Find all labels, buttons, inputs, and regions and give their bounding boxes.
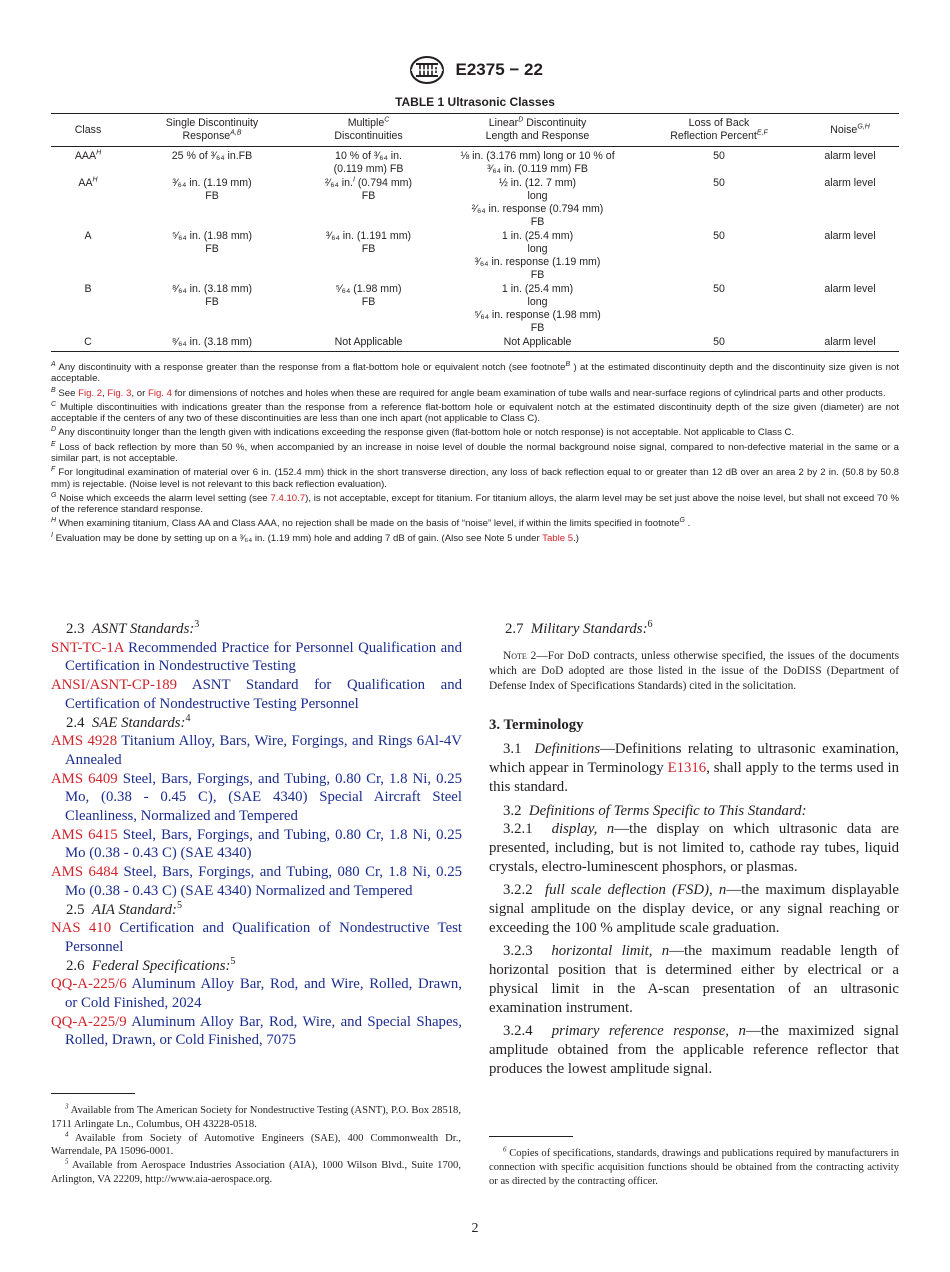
note-2: Note 2—For DoD contracts, unless otherwise specified, the issues of the documents which are DoD adopted are those listed in the issue of the DoDISS (Department of Defense Index of Specifications Standards) cited in the solicitation. [489, 649, 900, 692]
header-loss-of-back-reflection: Loss of Back Reflection Percent$^{E,F}$ [637, 114, 801, 147]
reference-entry[interactable]: AMS 6409 Steel, Bars, Forgings, and Tubing, 0.80 Cr, 1.8 Ni, 0.25 Mo, (0.38 - 0.45 C), (SAE 4340) Special Aircraft Steel Cleanliness, Normalized and Tempered [51, 770, 462, 825]
table-caption: TABLE 1 Ultrasonic Classes [395, 95, 555, 109]
paragraph-3-1: 3.1 Definitions—Definitions relating to ultrasonic examination, which appear in Terminology E1316, shall apply to the terms used in this standard. [489, 741, 899, 795]
table-row [51, 147, 899, 177]
cell-single: 25 % of ³⁄₆₄ in.FB [171, 150, 253, 162]
footnote-3: $^3$ Available from The American Society for Nondestructive Testing (ASNT), P.O. Box 28518, 1711 Arlingate Ln., Columbus, OH 43228-0518. [51, 1102, 461, 1130]
table-row [51, 282, 899, 335]
cell-class: $AA^H$ [78, 176, 98, 189]
table-header-row [51, 114, 899, 147]
reference-entry[interactable]: ANSI/ASNT-CP-189 ASNT Standard for Qualification and Certification of Nondestructive Testing Personnel [51, 677, 463, 712]
cell-multiple: ³⁄₆₄ in. (1.191 mm) FB [325, 230, 412, 255]
paragraph-3-2-4: 3.2.4 primary reference response, n—the maximized signal amplitude obtained from the applicable reference reflector that produces the lowest amplitude signal. [489, 1023, 900, 1077]
table-note-d: $^D$ Any discontinuity longer than the length given with indications exceeding the response given (flat-bottom hole or notch response) is not acceptable. Not applicable to Class C. [51, 426, 795, 439]
table-footnotes [51, 362, 899, 547]
cell-loss: 50 [637, 335, 801, 352]
table-note-g: $^G$ Noise which exceeds the alarm level setting (see 7.4.10.7), is not acceptable, except for titanium. For titanium alloys, the alarm level may be set just above the noise level, but shall not exceed 70 % of the reference standard response. [51, 491, 900, 516]
fig-3-link[interactable]: Fig. 3 [107, 387, 132, 399]
cell-noise: alarm level [824, 150, 876, 162]
table-row [51, 176, 899, 229]
footnote-divider-right [489, 1136, 573, 1137]
cell-noise: alarm level [824, 230, 876, 242]
cell-noise: alarm level [824, 177, 876, 189]
footnotes-left [51, 1104, 461, 1187]
header-class: Class [51, 114, 125, 147]
footnote-4: $^4$ Available from Society of Automotive Engineers (SAE), 400 Commonwealth Dr., Warrendale, PA 15096-0001. [51, 1130, 461, 1158]
paragraph-3-2-1: 3.2.1 display, n—the display on which ultrasonic data are presented, including, but is not limited to, cathode ray tubes, liquid crystals, electro-luminescent phosphors, or plasmas. [489, 821, 900, 875]
table-note-b: $^B$ See Fig. 2, Fig. 3, or Fig. 4 for dimensions of notches and holes when these are required for angle beam examination of tube walls and near-surface regions of cylindrical parts and other products. [51, 386, 886, 399]
cell-multiple: 10 % of ³⁄₆₄ in. (0.119 mm) FB [333, 150, 404, 175]
cell-noise: alarm level [824, 283, 876, 295]
cell-loss: 50 [713, 230, 725, 242]
cell-class: A [84, 230, 92, 242]
table-5-link[interactable]: Table 5 [542, 532, 574, 544]
cell-multiple: ⁵⁄₆₄ (1.98 mm) FB [335, 283, 402, 308]
cell-linear: ½ in. (12. 7 mm) long ²⁄₆₄ in. response (0.794 mm) FB [471, 177, 604, 228]
ultrasonic-classes-table [51, 113, 899, 352]
reference-entry[interactable]: AMS 6415 Steel, Bars, Forgings, and Tubing, 0.80 Cr, 1.8 Ni, 0.25 Mo (0.38 - 0.43 C) (SAE 4340) [51, 826, 462, 862]
table-note-f: $^F$ For longitudinal examination of material over 6 in. (152.4 mm) thick in the short transverse direction, any loss of back reflection equal to or greater than 12 dB over an area 2 by 2 in. (50.8 by 50.8 mm) is rejectable. (Noise level is not relevant to this back reflection evaluation). [51, 466, 899, 490]
section-3-heading: 3. Terminology [489, 716, 584, 733]
paragraph-3-2-3: 3.2.3 horizontal limit, n—the maximum readable length of horizontal position that is determined either by electrical or a physical limit in the A-scan presentation of an ultrasonic examination instrument. [489, 943, 899, 1016]
cell-multiple: ²⁄₆₄ in.$^I$ (0.794 mm) FB [324, 176, 413, 202]
footnotes-right [489, 1147, 899, 1188]
paragraph-3-2: 3.2 Definitions of Terms Specific to This Standard: [503, 802, 807, 819]
section-2-5: 2.5 AIA Standard:$^5$ [66, 899, 182, 918]
footnote-5: $^5$ Available from Aerospace Industries Association (AIA), 1000 Wilson Blvd., Suite 1700, Arlington, VA 22209, http://www.aia-aerospace.org. [51, 1157, 461, 1185]
footnote-6: $^6$ Copies of specifications, standards, drawings and publications required by manufacturers in connection with specific acquisition functions should be obtained from the contracting activity or as directed by the contracting officer. [489, 1145, 899, 1187]
fig-4-link[interactable]: Fig. 4 [147, 387, 172, 399]
reference-entry[interactable]: NAS 410 Certification and Qualification of Nondestructive Test Personnel [51, 920, 463, 955]
cell-multiple: Not Applicable [299, 335, 438, 352]
cell-class: B [84, 283, 92, 295]
cell-linear: ⅛ in. (3.176 mm) long or 10 % of ³⁄₆₄ in. (0.119 mm) FB [460, 150, 615, 175]
cell-single: ⁸⁄₆₄ in. (3.18 mm) [125, 335, 299, 352]
cell-linear: 1 in. (25.4 mm) long ³⁄₆₄ in. response (1.19 mm) FB [474, 230, 601, 281]
right-column [489, 620, 899, 1083]
reference-entry[interactable]: QQ-A-225/9 Aluminum Alloy Bar, Rod, Wire, and Special Shapes, Rolled, Drawn, or Cold Finished, 7075 [51, 1013, 462, 1049]
fig-2-link[interactable]: Fig. 2 [78, 387, 103, 399]
page-number: 2 [471, 1221, 479, 1236]
cell-class: $AAA^H$ [74, 149, 102, 162]
table-note-e: $^E$ Loss of back reflection by more than 50 %, when accompanied by an increase in noise level of double the normal background noise signal, compared to non-defective material in the same or a similar part, is not acceptable. [51, 440, 899, 465]
cell-linear: 1 in. (25.4 mm) long ⁵⁄₆₄ in. response (1.98 mm) FB [474, 283, 601, 334]
e1316-link[interactable]: E1316 [667, 760, 707, 777]
cell-single: ³⁄₆₄ in. (1.19 mm) FB [172, 177, 252, 202]
section-2-3: 2.3 ASNT Standards:$^3$ [66, 619, 200, 637]
table-row [51, 229, 899, 282]
left-column [51, 619, 463, 1050]
table-row [51, 335, 899, 352]
section-2-4: 2.4 SAE Standards:$^4$ [66, 712, 191, 731]
header-noise: Noise$^{G,H}$ [801, 114, 899, 147]
header-linear-discontinuity: Linear$^D$ Discontinuity Length and Response [438, 114, 637, 147]
astm-logo-icon [407, 55, 447, 85]
section-7-4-10-7-link[interactable]: 7.4.10.7 [270, 492, 306, 504]
cell-single: ⁸⁄₆₄ in. (3.18 mm) FB [171, 283, 253, 308]
paragraph-3-2-2: 3.2.2 full scale deflection (FSD), n—the maximum displayable signal amplitude on the display device, or any signal reaching or exceeding the 100 % amplitude scale graduation. [489, 882, 899, 936]
table-note-c: $^C$ Multiple discontinuities with indications greater than the response from a reference flat-bottom hole or equivalent notch at the estimated discontinuity depth of the size given (diameter) are not acceptable if the centers of any two of these discontinuities are less than one inch apart (not applicable to Class C). [51, 400, 899, 425]
cell-linear: Not Applicable [438, 335, 637, 352]
section-2-7: 2.7 Military Standards:$^6$ [505, 619, 653, 637]
reference-entry[interactable]: SNT-TC-1A Recommended Practice for Personnel Qualification and Certification in Nondestructive Testing [51, 639, 462, 675]
footnote-divider-left [51, 1093, 135, 1094]
cell-class: C [51, 335, 125, 352]
page-header [0, 55, 950, 85]
header-multiple-discontinuities: Multiple$^C$ Discontinuities [299, 114, 438, 147]
table-note-h: $^H$ When examining titanium, Class AA and Class AAA, no rejection shall be made on the basis of “noise” level, if within the limits specified in footnote$^G$ . [51, 517, 691, 530]
header-single-discontinuity: Single Discontinuity Response$^{A,B}$ [125, 114, 299, 147]
reference-entry[interactable]: AMS 6484 Steel, Bars, Forgings, and Tubing, 080 Cr, 1.8 Ni, 0.25 Mo (0.38 - 0.43 C) (SAE 4340) Normalized and Tempered [51, 864, 462, 899]
table-note-a: $^A$ Any discontinuity with a response greater than the response from a flat-bottom hole or equivalent notch (see footnote$^B$ ) at the estimated discontinuity depth and the discontinuity size given is not acceptable. [51, 360, 899, 385]
cell-noise: alarm level [801, 335, 899, 352]
standard-designation: E2375 − 22 [455, 60, 543, 79]
cell-loss: 50 [713, 177, 725, 189]
cell-loss: 50 [713, 283, 725, 295]
cell-loss: 50 [713, 150, 725, 162]
cell-single: ⁵⁄₆₄ in. (1.98 mm) FB [171, 230, 253, 255]
reference-entry[interactable]: AMS 4928 Titanium Alloy, Bars, Wire, Forgings, and Rings 6Al-4V Annealed [51, 733, 462, 768]
reference-entry[interactable]: QQ-A-225/6 Aluminum Alloy Bar, Rod, and Wire, Rolled, Drawn, or Cold Finished, 2024 [51, 976, 463, 1012]
section-2-6: 2.6 Federal Specifications:$^5$ [66, 955, 236, 974]
table-note-i: $^I$ Evaluation may be done by setting up on a ³⁄₆₄ in. (1.19 mm) hole and adding 7 dB of gain. (Also see Note 5 under Table 5.) [51, 531, 579, 544]
